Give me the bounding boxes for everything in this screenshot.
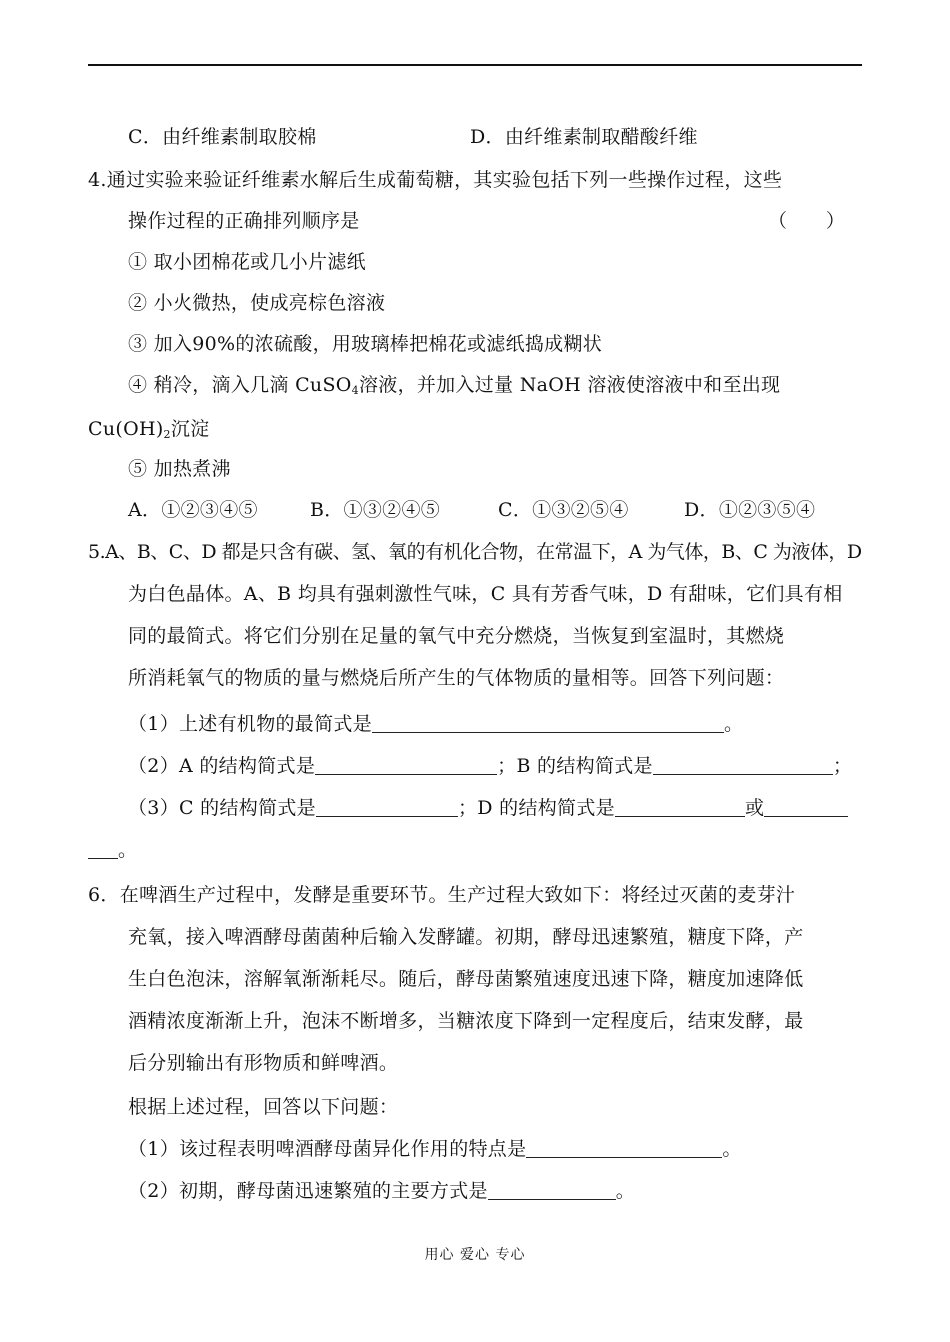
q5-sub2-label-a: （2）A 的结构简式是 [128,755,316,777]
q4-step4-part-c: Cu(OH) [88,418,164,440]
q4-step4-part-a: ④ 稍冷，滴入几滴 CuSO [128,374,352,396]
q5-sub3-blank-c-cont[interactable] [88,840,118,859]
q4-option-a: A．①②③④⑤ [128,499,258,521]
q6-line3: 生白色泡沫，溶解氧渐渐耗尽。随后，酵母菌繁殖速度迅速下降，糖度加速降低 [128,968,804,990]
q5-sub2 [128,753,852,779]
q4-step3: ③ 加入90%的浓硫酸，用玻璃棒把棉花或滤纸捣成糊状 [128,333,603,355]
q5-sub3-end: 。 [118,839,138,861]
q4-step4-part-d: 沉淀 [170,418,210,440]
q5-line3: 同的最简式。将它们分别在足量的氧气中充分燃烧，当恢复到室温时，其燃烧 [128,625,785,647]
q4-stem-line1: 4.通过实验来验证纤维素水解后生成葡萄糖，其实验包括下列一些操作过程，这些 [88,169,783,191]
q3-option-c: C．由纤维素制取胶棉 [128,126,317,148]
q4-step1: ① 取小团棉花或几小片滤纸 [128,251,366,273]
q4-option-b: B．①③②④⑤ [310,499,441,521]
q5-sub2-blank-a[interactable] [315,756,497,775]
q5-sub3-or: 或 [744,797,765,819]
q5-sub1-end: 。 [724,713,744,735]
q5-line2: 为白色晶体。A、B 均具有强刺激性气味，C 具有芳香气味，D 有甜味，它们具有相 [128,583,843,605]
q4-step2: ② 小火微热，使成亮棕色溶液 [128,292,386,314]
q6-sub2 [128,1178,635,1204]
q5-sub2-label-b: ；B 的结构简式是 [497,755,653,777]
q5-sub1 [128,711,743,737]
q4-stem-line2: 操作过程的正确排列顺序是 [128,210,360,232]
q5-sub2-blank-b[interactable] [653,756,833,775]
q5-sub1-blank[interactable] [372,714,724,733]
header-rule [88,64,862,66]
q6-sub2-label: （2）初期，酵母菌迅速繁殖的主要方式是 [128,1180,488,1202]
q4-step4-c-sub: 2 [163,428,171,441]
q5-sub3-cont [88,837,137,863]
q6-prompt: 根据上述过程，回答以下问题： [128,1096,399,1118]
q4-step5: ⑤ 加热煮沸 [128,458,231,480]
q5-sub3-blank-c[interactable] [764,798,848,817]
q6-sub1-end: 。 [722,1138,742,1160]
q6-sub1-label: （1）该过程表明啤酒酵母菌异化作用的特点是 [128,1138,527,1160]
q5-sub1-label: （1）上述有机物的最简式是 [128,713,372,735]
q6-sub2-blank[interactable] [488,1181,616,1200]
q6-sub1-blank[interactable] [526,1139,722,1158]
q4-answer-paren: （ ） [768,210,846,232]
q4-step4 [128,372,780,404]
q6-line4: 酒精浓度渐渐上升，泡沫不断增多，当糖浓度下降到一定程度后，结束发酵，最 [128,1010,804,1032]
q5-sub3-blank-b[interactable] [615,798,745,817]
q4-option-c: C．①③②⑤④ [498,499,629,521]
q4-step4-sub: 4 [351,384,359,397]
q4-option-d: D．①②③⑤④ [684,499,816,521]
q5-sub2-end: ； [832,755,853,777]
page-footer: 用心 爱心 专心 [424,1247,526,1263]
q6-line2: 充氧，接入啤酒酵母菌菌种后输入发酵罐。初期，酵母迅速繁殖，糖度下降，产 [128,926,804,948]
q6-line1: 6．在啤酒生产过程中，发酵是重要环节。生产过程大致如下：将经过灭菌的麦芽汁 [88,884,796,906]
q4-step4-part-b: 溶液，并加入过量 NaOH 溶液使溶液中和至出现 [358,374,781,396]
q5-sub3 [128,795,848,821]
q5-sub3-label-b: ；D 的结构简式是 [457,797,615,819]
q5-line1: 5.A、B、C、D 都是只含有碳、氢、氧的有机化合物，在常温下，A 为气体，B、C 为液体，D [88,541,862,563]
q6-sub2-end: 。 [615,1180,636,1202]
q6-sub1 [128,1136,742,1162]
q3-option-d: D．由纤维素制取醋酸纤维 [470,126,698,148]
q5-sub3-blank-a[interactable] [316,798,458,817]
q5-line4: 所消耗氧气的物质的量与燃烧后所产生的气体物质的量相等。回答下列问题： [128,667,785,689]
q6-line5: 后分别输出有形物质和鲜啤酒。 [128,1052,399,1074]
q5-sub3-label-a: （3）C 的结构简式是 [128,797,316,819]
q4-step4-cont [88,416,209,448]
